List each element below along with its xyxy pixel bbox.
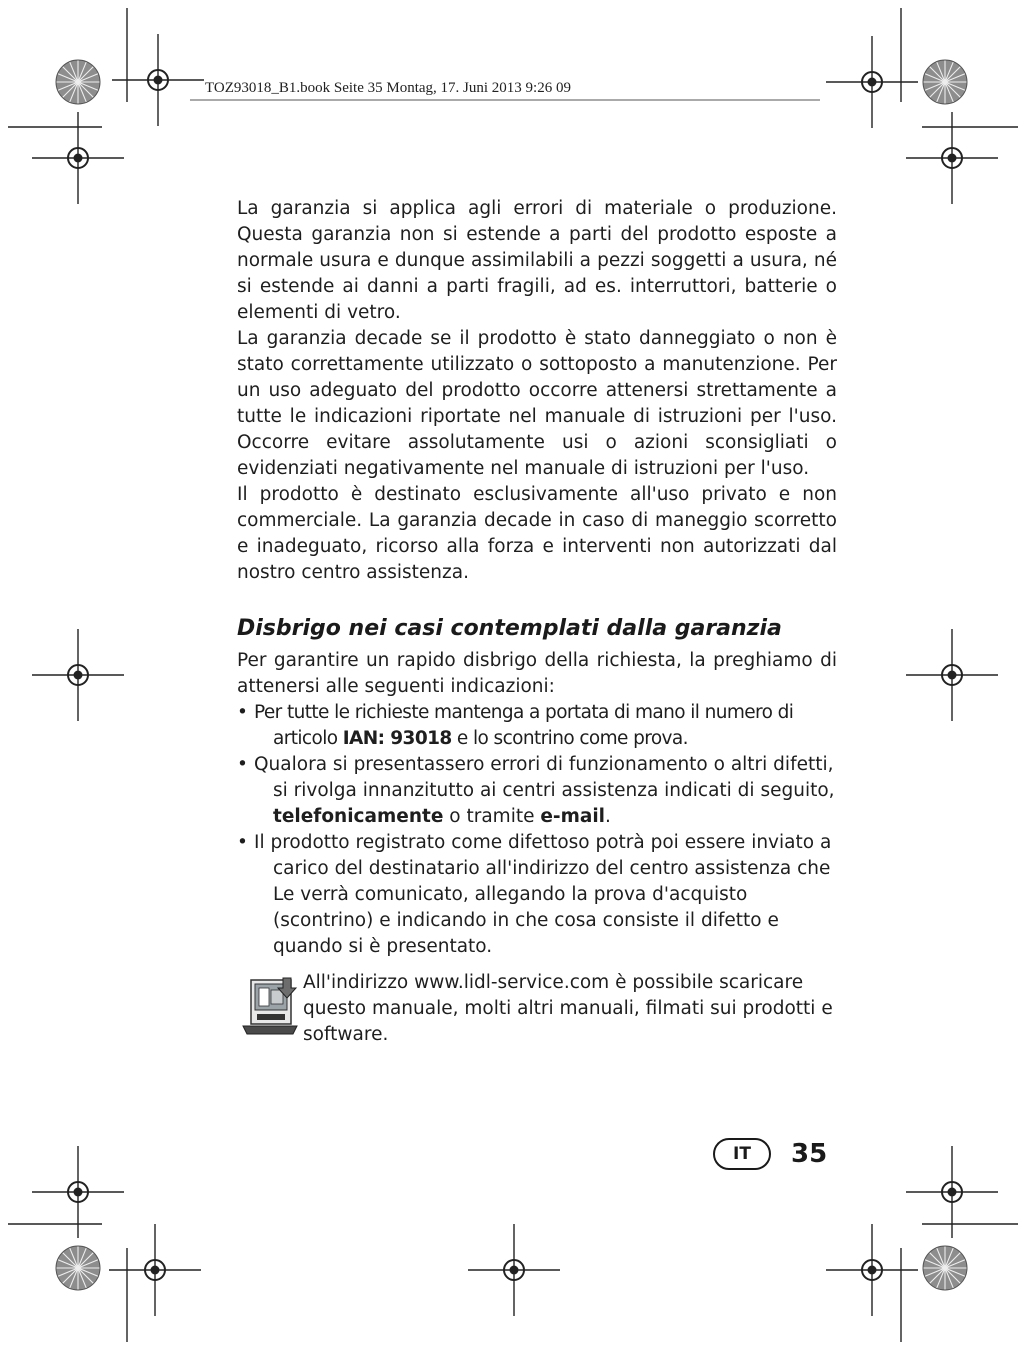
registration-mark (906, 112, 998, 204)
registration-mark (109, 1224, 201, 1316)
page-footer (713, 1137, 827, 1171)
list-item: • Il prodotto registrato come difettoso potrà poi essere inviato a carico del destinatario all'indirizzo del centro assistenza che Le verrà comunicato, allegando la prova d'acquisto (scontrino) e indicando in che cosa consiste il difetto e quando si è presentato. (237, 832, 832, 957)
paragraph-private-use: Il prodotto è destinato esclusivamente all'uso privato e non commerciale. La garanzia decade in caso di maneggio scorretto e inadeguato, ricorso alla forza e interventi non autorizzati dal nostro centro assistenza. (237, 484, 837, 583)
computer-download-icon (237, 976, 303, 1038)
section-title: Disbrigo nei casi contemplati dalla garanzia (237, 616, 782, 641)
contact-email-emphasis: e-mail (540, 806, 606, 827)
page-number: 35 (791, 1139, 828, 1169)
bullet-icon: • (237, 754, 248, 775)
registration-mark (826, 1224, 918, 1316)
color-target-top-right (923, 60, 967, 104)
paragraph-warranty-void: La garanzia decade se il prodotto è stato danneggiato o non è stato correttamente utilizzato o sottoposto a manutenzione. Per un uso adeguato del prodotto occorre attenersi strettamente a tutte le indicazioni riportate nel manuale di istruzioni per l'uso. Occorre evitare assolutamente usi o azioni sconsigliati o evidenziati negativamente nel manuale di istruzioni per l'uso. (237, 328, 837, 479)
article-number: IAN: 93018 (342, 728, 452, 749)
instruction-list (237, 700, 837, 960)
contact-phone-emphasis: telefonicamente (273, 806, 444, 827)
registration-mark (826, 36, 918, 128)
paragraph-warranty-scope: La garanzia si applica agli errori di materiale o produzione. Questa garanzia non si estende a parti del prodotto esposte a normale usura e dunque assimilabili a pezzi soggetti a usura, né si estende ai danni a parti fragili, ad es. interruttori, batterie o elementi di vetro. (237, 198, 837, 323)
registration-mark (906, 629, 998, 721)
print-slug-line: TOZ93018_B1.book Seite 35 Montag, 17. Juni 2013 9:26 09 (205, 80, 571, 96)
download-info-text: All'indirizzo www.lidl-service.com è possibile scaricare questo manuale, molti altri manuali, filmati sui prodotti e software. (303, 972, 833, 1045)
registration-mark (32, 629, 124, 721)
color-target-bottom-left (56, 1246, 100, 1290)
registration-mark (112, 34, 204, 126)
language-badge: IT (713, 1138, 771, 1170)
section-intro: Per garantire un rapido disbrigo della richiesta, la preghiamo di attenersi alle seguenti indicazioni: (237, 650, 837, 697)
color-target-top-left (56, 60, 100, 104)
registration-mark (32, 112, 124, 204)
list-item: • Qualora si presentassero errori di funzionamento o altri difetti, si rivolga innanzitutto ai centri assistenza indicati di seguito, telefonicamente o tramite e-mail. (237, 754, 835, 827)
bullet-icon: • (237, 702, 248, 723)
bullet-icon: • (237, 832, 248, 853)
download-info (237, 970, 837, 1048)
color-target-bottom-right (923, 1246, 967, 1290)
registration-mark (468, 1224, 560, 1316)
list-item: • Per tutte le richieste mantenga a portata di mano il numero di articolo IAN: 93018 e lo scontrino come prova. (237, 702, 794, 749)
page-body (237, 196, 837, 1048)
